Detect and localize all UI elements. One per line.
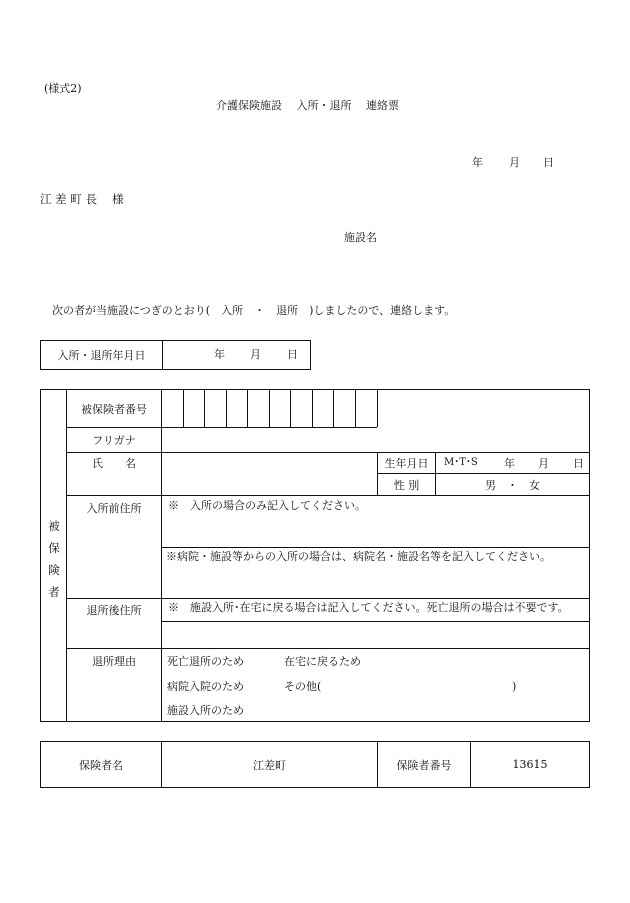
- admission-date-label: 入所・退所年月日: [57, 349, 146, 362]
- intro-text: 次の者が当施設につぎのとおり( 入所 ・ 退所 )しましたので、連絡します。: [52, 304, 456, 317]
- section-char: 険: [48, 563, 60, 577]
- insured-number-label: 被保険者番号: [81, 403, 147, 416]
- date-year-label: 年: [472, 156, 483, 169]
- reason-label: 退所理由: [92, 655, 136, 668]
- name-label: 氏 名: [92, 457, 136, 470]
- section-char: 保: [48, 541, 60, 555]
- digit-divider: [183, 390, 184, 427]
- birthdate-year-label: 年: [504, 457, 515, 470]
- digit-divider: [204, 390, 205, 427]
- digit-divider: [333, 390, 334, 427]
- section-char: 被: [48, 519, 60, 533]
- facility-name-label: 施設名: [344, 231, 377, 244]
- birthdate-day-label: 日: [573, 457, 584, 470]
- digit-divider: [226, 390, 227, 427]
- admission-date-divider: [162, 341, 163, 369]
- pre-address-label: 入所前住所: [86, 502, 142, 515]
- addressee: 江 差 町 長 様: [40, 192, 124, 206]
- row-line-pre-address-mid: [161, 547, 590, 548]
- digit-divider: [290, 390, 291, 427]
- reason-death: 死亡退所のため: [167, 655, 244, 668]
- label-column-divider: [161, 390, 162, 721]
- row-line-name: [66, 495, 590, 496]
- insurer-number-label: 保険者番号: [396, 758, 452, 772]
- reason-other: その他(: [284, 680, 322, 693]
- birthdate-era: M･T･S: [444, 457, 478, 468]
- form-number: (様式2): [44, 82, 82, 95]
- pre-address-note-1: ※ 入所の場合のみ記入してください。: [168, 499, 366, 512]
- digit-divider: [312, 390, 313, 427]
- pre-address-note-2: ※病院・施設等からの入所の場合は、病院名・施設名等を記入してください。: [166, 550, 551, 563]
- birthdate-label: 生年月日: [384, 457, 429, 470]
- digit-divider: [269, 390, 270, 427]
- gender-label: 性 別: [393, 478, 420, 492]
- date-month-label: 月: [509, 156, 520, 169]
- row-line-post-address: [66, 648, 590, 649]
- admission-day-label: 日: [287, 348, 298, 361]
- digit-divider: [247, 390, 248, 427]
- admission-year-label: 年: [214, 348, 225, 361]
- reason-home: 在宅に戻るため: [284, 655, 361, 668]
- admission-month-label: 月: [250, 348, 261, 361]
- reason-other-close: ): [512, 680, 517, 693]
- gender-value: 男 ・ 女: [485, 478, 540, 492]
- digit-divider: [355, 390, 356, 427]
- reason-hospital: 病院入院のため: [167, 680, 244, 693]
- insured-section-label: [42, 515, 66, 603]
- number-cells-end: [377, 390, 378, 427]
- section-char: 者: [48, 585, 60, 599]
- insurer-name-label: 保険者名: [79, 758, 123, 772]
- row-line-pre-address: [66, 598, 590, 599]
- form-title: 介護保険施設 入所・退所 連絡票: [216, 99, 399, 112]
- reason-facility: 施設入所のため: [167, 704, 244, 717]
- post-address-label: 退所後住所: [86, 604, 142, 617]
- insurer-number-value: 13615: [512, 758, 548, 771]
- furigana-label: フリガナ: [92, 434, 136, 447]
- birthdate-month-label: 月: [538, 457, 549, 470]
- row-line-post-address-mid: [161, 621, 590, 622]
- post-address-note: ※ 施設入所･在宅に戻る場合は記入してください。死亡退所の場合は不要です。: [168, 601, 569, 614]
- insurer-name-value: 江差町: [253, 758, 286, 772]
- date-day-label: 日: [543, 156, 554, 169]
